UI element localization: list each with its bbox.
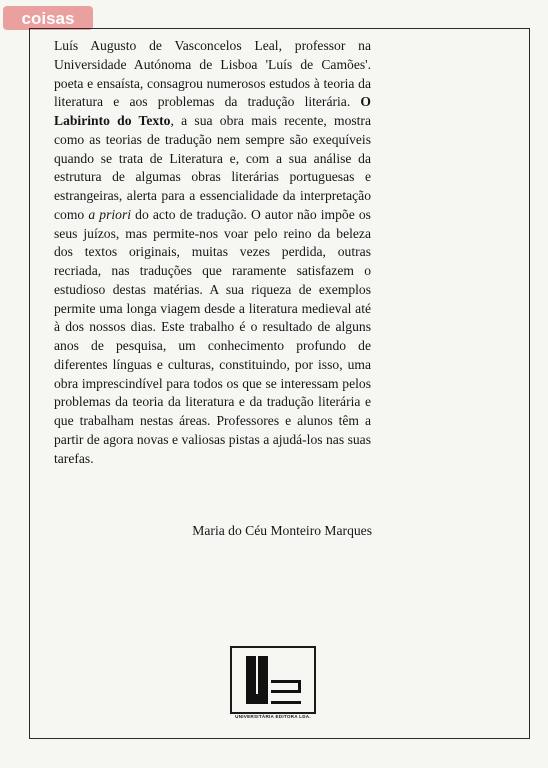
watermark-text: coisas [21,9,75,28]
blurb-text-part-3: do acto de tradução. O autor não impõe os seus juízos, mas permite-nos voar pelo reino da beleza dos textos originais, muitas vezes perdida, outras recriada, nas traduções que raramente satisfazem o estudioso destas matérias. A sua riqueza de exemplos permite uma longa viagem desde a literatura medieval até à dos nossos dias. Este trabalho é o resultado de alguns anos de pesquisa, um conhecimento profundo de diferentes línguas e culturas, constituindo, por isso, uma obra imprescindível para todos os que se interessam pelos problemas da teoria da literatura e da tradução literária e que trabalham nestas áreas. Professores e alunos têm a partir de agora novas e valiosas pistas a ajudá-los nas suas tarefas. [54,206,371,466]
book-blurb [54,37,371,468]
publisher-logo [230,646,316,714]
italic-term: a priori [88,206,132,222]
blurb-author: Maria do Céu Monteiro Marques [192,523,372,538]
book-title: O Labirinto do Texto [54,94,371,128]
blurb-text-part-2: , a sua obra mais recente, mostra como as teorias de tradução nem sempre são exequíveis quando se trata de Literatura e, com a sua análise da estrutura de algumas obras literárias portuguesas e estrangeiras, alerta para a essencialidade da interpretação como [54,113,371,222]
watermark-logo [3,6,93,30]
blurb-text-part-1: Luís Augusto de Vasconcelos Leal, professor na Universidade Autónoma de Lisboa 'Luís de Camões'. poeta e ensaísta, consagrou numerosos estudos à teoria da literatura e aos problemas da tradução literária. [54,38,371,110]
publisher-name: UNIVERSITÁRIA EDITORA LDA. [235,714,311,719]
